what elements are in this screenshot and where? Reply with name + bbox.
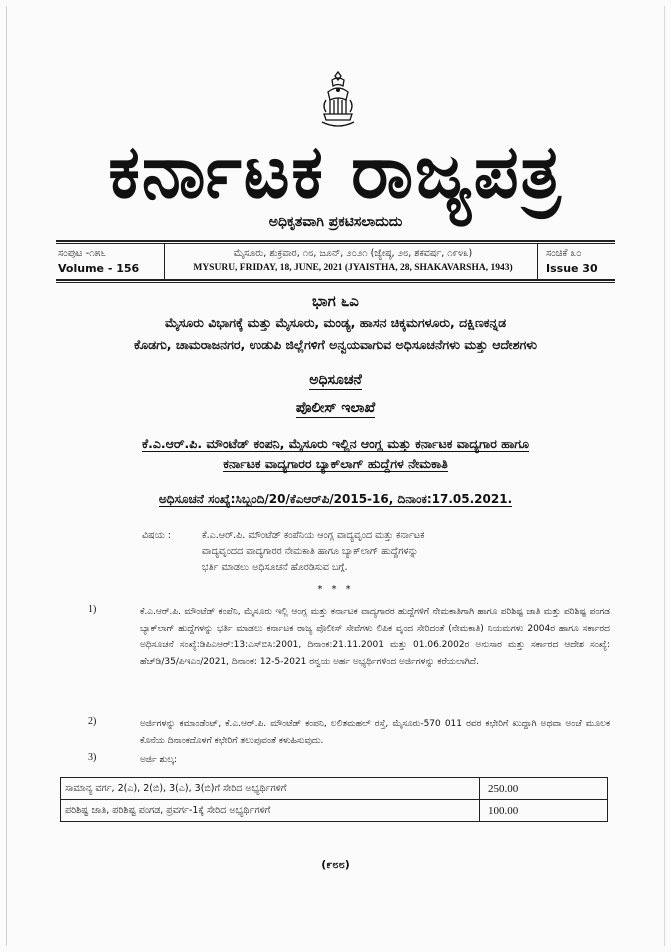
department-heading	[0, 400, 671, 416]
table-row	[61, 800, 608, 822]
subject-block	[142, 528, 582, 576]
dateline-box	[172, 246, 534, 276]
paragraph-1-number: 1)	[88, 604, 97, 615]
fee-table	[60, 777, 608, 822]
subject-line-1: ಕೆ.ಎ.ಆರ್.ಪಿ. ಮೌಂಟೆಡ್ ಕಂಪೆನಿಯ ಆಂಗ್ಲ ವಾದ್ಯವೃಂದ ಮತ್ತು ಕರ್ನಾಟಕ	[202, 530, 425, 541]
fee-category-cell: ಪರಿಶಿಷ್ಟ ಜಾತಿ, ಪರಿಶಿಷ್ಟ ಪಂಗಡ, ಪ್ರವರ್ಗ-1ಕ್ಕೆ ಸೇರಿದ ಅಭ್ಯರ್ಥಿಗಳಿಗೆ	[61, 800, 480, 822]
department-heading-text: ಪೊಲೀಸ್ ಇಲಾಖೆ	[295, 400, 376, 416]
paragraph-3-number: 3)	[88, 752, 97, 763]
notification-title-line-2	[0, 456, 671, 472]
header-rule-bottom	[56, 279, 615, 281]
paragraph-2-text: ಅರ್ಜಿಗಳನ್ನು ಕಮಾಂಡೆಂಟ್, ಕೆ.ಎ.ಆರ್.ಪಿ. ಮೌಂಟೆಡ್ ಕಂಪನಿ, ಲಲಿತಮಹಲ್ ರಸ್ತೆ, ಮೈಸೂರು-570 011 ರವರ ಕಛೇರಿಗೆ ಖುದ್ದಾಗಿ ಅಥವಾ ಅಂಚೆ ಮೂಲಕ ಕೊನೆಯ ದಿನಾಂಕದೊಳಗೆ ಕಛೇರಿಗೆ ತಲುಪುವಂತೆ ಕಳುಹಿಸುವುದು.	[140, 719, 610, 746]
notification-title-line-1	[0, 436, 671, 452]
header-separator-right	[537, 244, 538, 279]
dateline-english: MYSURU, FRIDAY, 18, JUNE, 2021 (JYAISTHA, 28, SHAKAVARSHA, 1943)	[193, 263, 513, 273]
issue-box	[546, 246, 614, 276]
header-rule-bottom-inner	[56, 282, 615, 283]
fee-amount-cell: 100.00	[480, 800, 608, 822]
issue-kannada: ಸಂಚಿಕೆ ೩೦	[546, 248, 582, 259]
gazette-subtitle: ಅಧಿಕೃತವಾಗಿ ಪ್ರಕಟಿಸಲಾದುದು	[268, 214, 403, 230]
subject-line-3: ಭರ್ತಿ ಮಾಡಲು ಅಧಿಸೂಚನೆ ಹೊರಡಿಸುವ ಬಗ್ಗೆ.	[202, 562, 348, 573]
volume-kannada: ಸಂಪುಟ -೧೫೬	[58, 248, 106, 259]
paragraph-2-number: 2)	[88, 716, 97, 727]
header-separator-left	[164, 244, 165, 279]
notification-heading	[0, 372, 671, 388]
part-heading: ಭಾಗ ೬ಎ	[312, 292, 359, 310]
page-number: (೯೮೮)	[321, 858, 350, 871]
paragraph-3-text: ಅರ್ಜಿ ಶುಲ್ಕ:	[140, 755, 178, 765]
notification-heading-text: ಅಧಿಸೂಚನೆ	[309, 372, 362, 388]
jurisdiction-line-1: ಮೈಸೂರು ವಿಭಾಗಕ್ಕೆ ಮತ್ತು ಮೈಸೂರು, ಮಂಡ್ಯ, ಹಾಸನ ಚಿಕ್ಕಮಗಳೂರು, ದಕ್ಷಿಣಕನ್ನಡ	[164, 315, 507, 330]
section-separator: * * *	[317, 584, 354, 595]
paragraph-1-text: ಕೆ.ಎ.ಆರ್.ಪಿ. ಮೌಂಟೆಡ್ ಕಂಪೆನಿ, ಮೈಸೂರು ಇಲ್ಲಿ ಆಂಗ್ಲ ಮತ್ತು ಕರ್ನಾಟಕ ವಾದ್ಯಗಾರರ ಹುದ್ದೆಗಳಿಗೆ ನೇಮಕಾತಿಗಾಗಿ ಹಾಗೂ ಪರಿಶಿಷ್ಟ ಜಾತಿ ಮತ್ತು ಪರಿಶಿಷ್ಟ ಪಂಗಡ ಬ್ಯಾಕ್‌ಲಾಗ್ ಹುದ್ದೆಗಳನ್ನು ಭರ್ತಿ ಮಾಡಲು ಕರ್ನಾಟಕ ರಾಜ್ಯ ಪೊಲೀಸ್ ಸೇವೆಗಳು ಲಿಪಿಕ ವೃಂದ ಸೇರಿದಂತೆ (ನೇಮಕಾತಿ) ನಿಯಮಗಳು 2004ರ ಹಾಗೂ ಸರ್ಕಾರದ ಅಧಿಸೂಚನೆ ಸಂಖ್ಯೆ:ಡಿಪಿಎಆರ್:13:ಎಸ್‌ಬಿಸಿ:2001, ದಿನಾಂಕ:21.11.2001 ಮತ್ತು 01.06.2002ರ ಅನುಸಾರ ಮತ್ತು ಸರ್ಕಾರದ ಆದೇಶ ಸಂಖ್ಯೆ: ಹೆಚ್‌ಡಿ/35/ಪಿಇಎಂ/2021, ದಿನಾಂಕ: 12-5-2021 ರನ್ವಯ ಅರ್ಹ ಅಭ್ಯರ್ಥಿಗಳಿಂದ ಅರ್ಜಿಗಳನ್ನು ಕರೆಯಲಾಗಿದೆ.	[140, 607, 610, 667]
gazette-masthead-title: ಕರ್ನಾಟಕ ರಾಜ್ಯಪತ್ರ	[108, 128, 563, 216]
volume-box	[58, 246, 162, 276]
issue-english: Issue 30	[546, 262, 598, 275]
notification-number	[0, 492, 671, 507]
state-emblem-icon	[318, 70, 358, 132]
notification-title-line-1-text: ಕೆ.ಎ.ಆರ್.ಪಿ. ಮೌಂಟೆಡ್ ಕಂಪನಿ, ಮೈಸೂರು ಇಲ್ಲಿನ ಆಂಗ್ಲ ಮತ್ತು ಕರ್ನಾಟಕ ವಾದ್ಯಗಾರ ಹಾಗೂ	[142, 436, 529, 451]
dateline-kannada: ಮೈಸೂರು, ಶುಕ್ರವಾರ, ೧೮, ಜೂನ್, ೨೦೨೧ (ಜ್ಯೇಷ್ಠ, ೨೮, ಶಕವರ್ಷ, ೧೯೪೩)	[233, 248, 473, 259]
volume-english: Volume - 156	[58, 262, 140, 275]
fee-amount-cell: 250.00	[480, 778, 608, 800]
notification-title-line-2-text: ಕರ್ನಾಟಕ ವಾದ್ಯಗಾರರ ಬ್ಯಾಕ್‌ಲಾಗ್ ಹುದ್ದೆಗಳ ನೇಮಕಾತಿ	[223, 456, 448, 471]
subject-line-2: ವಾದ್ಯವೃಂದದ ವಾದ್ಯಗಾರರ ನೇಮಕಾತಿ ಹಾಗೂ ಬ್ಯಾಕ್‌ಲಾಗ್ ಹುದ್ದೆಗಳನ್ನು	[202, 546, 419, 557]
table-row	[61, 778, 608, 800]
jurisdiction-line-2: ಕೊಡಗು, ಚಾಮರಾಜನಗರ, ಉಡುಪಿ ಜಿಲ್ಲೆಗಳಿಗೆ ಅನ್ವಯವಾಗುವ ಅಧಿಸೂಚನೆಗಳು ಮತ್ತು ಆದೇಶಗಳು	[134, 337, 537, 352]
subject-label: ವಿಷಯ :	[142, 530, 171, 541]
header-rule-top	[56, 240, 615, 242]
fee-category-cell: ಸಾಮಾನ್ಯ ವರ್ಗ, 2(ಎ), 2(ಬಿ), 3(ಎ), 3(ಬಿ)ಗೆ ಸೇರಿದ ಅಭ್ಯರ್ಥಿಗಳಿಗೆ	[61, 778, 480, 800]
header-rule-top-inner	[56, 243, 615, 244]
notification-number-text: ಅಧಿಸೂಚನೆ ಸಂಖ್ಯೆ:ಸಿಬ್ಬಂದಿ/20/ಕೆಎಆರ್‌ಪಿ/2015-16, ದಿನಾಂಕ:17.05.2021.	[158, 492, 513, 506]
